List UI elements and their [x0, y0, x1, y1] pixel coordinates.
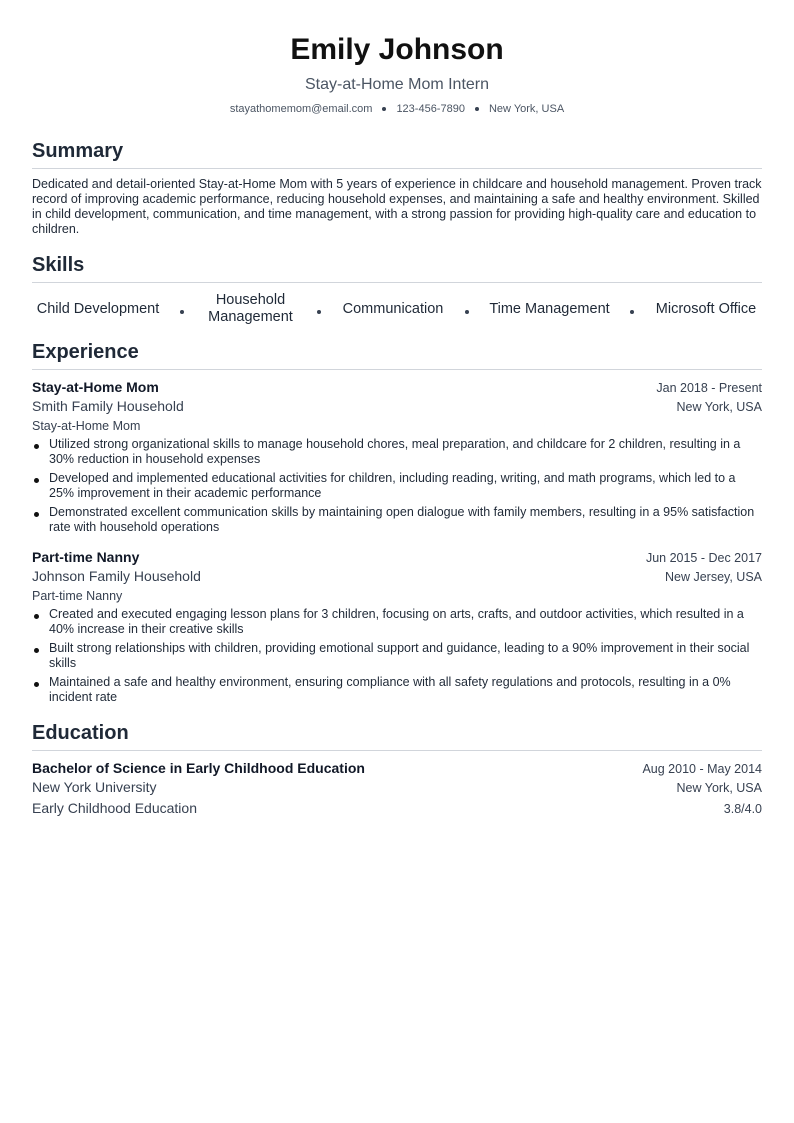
- bullet-text: Built strong relationships with children, providing emotional support and guidance, leading to a 90% improvement in their social skills: [49, 641, 750, 670]
- contact-phone: 123-456-7890: [396, 103, 465, 115]
- bullet-separator-icon: [317, 310, 321, 314]
- contact-line: [32, 103, 762, 115]
- list-item: [32, 505, 762, 535]
- bullet-icon: [34, 682, 39, 687]
- job-company: Johnson Family Household: [32, 568, 201, 584]
- job-bullets: [32, 607, 762, 705]
- list-item: [32, 641, 762, 671]
- field-of-study: Early Childhood Education: [32, 800, 197, 816]
- job-dates: Jun 2015 - Dec 2017: [645, 551, 762, 565]
- bullet-text: Created and executed engaging lesson plans for 3 children, focusing on arts, crafts, and outdoor activities, which resulted in a 40% increase in their creative skills: [49, 607, 744, 636]
- bullet-separator-icon: [475, 107, 479, 111]
- school-location: New York, USA: [676, 781, 762, 795]
- summary-heading: Summary: [32, 138, 762, 169]
- list-item: [32, 675, 762, 705]
- education-entry: [32, 759, 762, 819]
- skill-item: Time Management: [489, 300, 610, 317]
- bullet-icon: [34, 444, 39, 449]
- bullet-icon: [34, 512, 39, 517]
- summary-section: [32, 138, 762, 237]
- list-item: [32, 471, 762, 501]
- bullet-icon: [34, 648, 39, 653]
- resume-header: [32, 0, 762, 115]
- school-name: New York University: [32, 779, 157, 795]
- gpa: 3.8/4.0: [723, 802, 762, 816]
- skills-section: [32, 252, 762, 327]
- bullet-separator-icon: [382, 107, 386, 111]
- job-location: New Jersey, USA: [664, 570, 762, 584]
- skills-heading: Skills: [32, 252, 762, 283]
- bullet-icon: [34, 478, 39, 483]
- job-bullets: [32, 437, 762, 535]
- summary-text: Dedicated and detail-oriented Stay-at-Home Mom with 5 years of experience in childcare and household management. Proven track record of improving academic performance, reducing household expenses, and maintaining a safe and healthy environment. Skilled in child development, communication, and time management, with a strong passion for providing high-quality care and education to children.: [32, 177, 762, 236]
- skill-item: Communication: [342, 300, 444, 317]
- experience-section: [32, 339, 762, 705]
- contact-location: New York, USA: [488, 103, 565, 115]
- experience-entry: [32, 548, 762, 705]
- job-subtitle: Stay-at-Home Mom: [32, 419, 141, 433]
- bullet-text: Utilized strong organizational skills to manage household chores, meal preparation, and childcare for 2 children, resulting in a 30% reduction in household expenses: [49, 437, 741, 466]
- skill-item: Household Management: [208, 292, 293, 325]
- bullet-separator-icon: [630, 310, 634, 314]
- bullet-icon: [34, 614, 39, 619]
- skills-list: [32, 291, 762, 327]
- bullet-text: Maintained a safe and healthy environment, ensuring compliance with all safety regulations and protocols, resulting in a 0% incident rate: [49, 675, 731, 704]
- bullet-separator-icon: [465, 310, 469, 314]
- education-heading: Education: [32, 720, 762, 751]
- candidate-name: Emily Johnson: [290, 33, 504, 66]
- bullet-text: Developed and implemented educational activities for children, including reading, writing, and math programs, which led to a 25% improvement in their academic performance: [49, 471, 736, 500]
- job-title: Part-time Nanny: [32, 549, 140, 565]
- skill-item: Child Development: [36, 300, 160, 317]
- job-company: Smith Family Household: [32, 398, 184, 414]
- list-item: [32, 607, 762, 637]
- list-item: [32, 437, 762, 467]
- bullet-separator-icon: [180, 310, 184, 314]
- candidate-title: Stay-at-Home Mom Intern: [304, 76, 490, 93]
- degree-title: Bachelor of Science in Early Childhood Education: [32, 760, 365, 776]
- contact-email: stayathomemom@email.com: [229, 103, 373, 115]
- bullet-text: Demonstrated excellent communication skills by maintaining open dialogue with family members, resulting in a 95% satisfaction rate with household operations: [49, 505, 755, 534]
- job-title: Stay-at-Home Mom: [32, 379, 159, 395]
- job-subtitle: Part-time Nanny: [32, 589, 123, 603]
- education-dates: Aug 2010 - May 2014: [642, 762, 762, 776]
- job-location: New York, USA: [676, 400, 762, 414]
- education-section: [32, 720, 762, 819]
- experience-entry: [32, 378, 762, 535]
- experience-heading: Experience: [32, 339, 762, 370]
- skill-item: Microsoft Office: [655, 300, 757, 317]
- job-dates: Jan 2018 - Present: [656, 381, 762, 395]
